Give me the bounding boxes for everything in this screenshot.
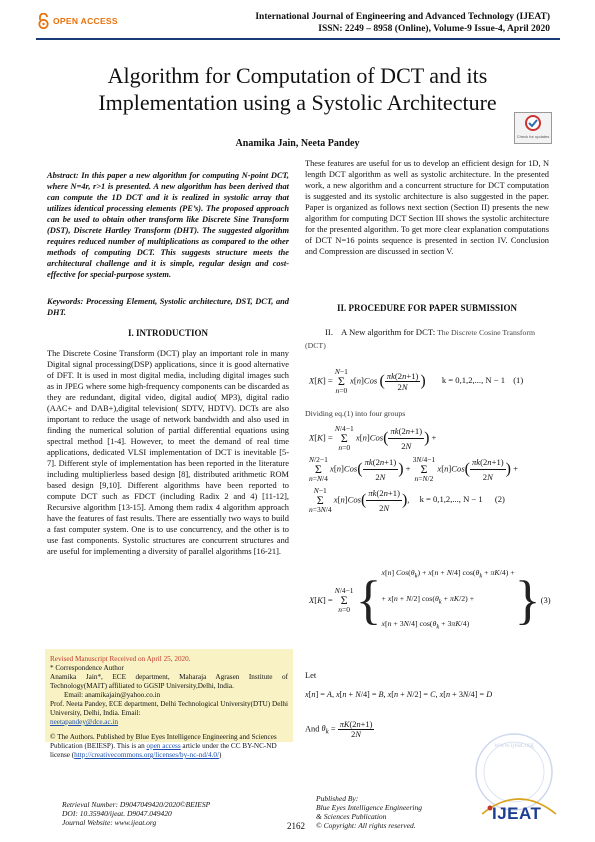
manuscript-info	[50, 655, 288, 760]
introduction-heading: I. INTRODUCTION	[127, 328, 208, 338]
ijeat-logo	[476, 784, 562, 832]
dividing-text: Dividing eq.(1) into four groups	[305, 409, 406, 418]
journal-name: International Journal of Engineering and Advanced Technology (IJEAT)	[255, 12, 550, 22]
watermark-text: www.ijeat.org	[494, 741, 534, 749]
license-link[interactable]: http://creativecommons.org/licenses/by-nc-nd/4.0/	[74, 751, 219, 759]
keywords	[47, 296, 289, 318]
equation-1-range: k = 0,1,2,..., N − 1	[441, 375, 506, 386]
journal-website[interactable]: Journal Website: www.ijeat.org	[62, 818, 157, 827]
author1-affiliation: Anamika Jain*, ECE department, Maharaja Agrasen Institute of Technology(MAIT) affiliated to GGSIP University,Delhi, India.	[50, 673, 288, 690]
equation-1-number: (1)	[513, 375, 524, 386]
sum-symbol: N−1 Σ n=0	[334, 367, 348, 395]
abstract-label: Abstract:	[47, 171, 79, 180]
equation-3-number: (3)	[540, 595, 551, 606]
journal-header	[255, 11, 550, 35]
title-line-2: Implementation using a Systolic Architecture	[98, 90, 497, 115]
license-part-c: )	[218, 751, 222, 759]
copyright: © Copyright: All rights reserved.	[316, 821, 416, 830]
sum-symbol: N−1 Σ n=3N/4	[309, 486, 332, 514]
open-access-text: OPEN ACCESS	[53, 16, 118, 26]
subsection-title: A New algorithm for DCT:	[341, 327, 436, 337]
keywords-label: Keywords:	[47, 297, 84, 306]
title-line-1: Algorithm for Computation of DCT and its	[107, 63, 488, 88]
and-text: And	[305, 724, 320, 734]
footer-retrieval-info	[62, 800, 210, 827]
open-access-link[interactable]: open access	[146, 742, 181, 750]
open-lock-icon	[37, 13, 50, 29]
header-rule	[36, 38, 560, 40]
ijeat-logo-text: IJEAT	[492, 804, 542, 823]
section-heading-procedure: II. PROCEDURE FOR PAPER SUBMISSION	[336, 303, 518, 313]
abstract	[47, 170, 289, 280]
equation-1: X[K] = N−1 Σ n=0 x[n]Cos ( $\frac{\pi k(2n+1)}{2N}$ ) k = 0,1,2,..., N − 1 (1)	[309, 367, 524, 395]
author1-email: Email: anamikajain@yahoo.co.in	[64, 691, 161, 699]
footer-publisher-info	[316, 794, 422, 830]
retrieval-number: Retrieval Number: D9047049420/2020©BEIESP	[62, 800, 211, 809]
revised-date: Revised Manuscript Received on April 25, 2020.	[50, 655, 191, 663]
sum-symbol: 3N/4−1 Σ n=N/2	[412, 455, 436, 483]
publisher-line-2: & Sciences Publication	[316, 812, 387, 821]
equation-2-number: (2)	[494, 494, 505, 505]
doi: DOI: 10.35940/ijeat. D9047.049420	[62, 809, 172, 818]
abstract-text: In this paper a new algorithm for computing N-point DCT, where N=4r, r>1 is presented. A new algorithm has been derived that can compute the 1D DCT and it is realized in systolic array that utilizes identical processing elements (PE’s). The proposed approach can be used to obtain other transform like Discrete Sine Transform (DST), Discrete Hartley Transform (DHT). The suggested algorithm requires reduced number of multiplications as compared to the other methods of computing DCT. This suggests structure meets the architectural challenge and it is simple, regular design and cost-effective for special-purpose system.	[47, 171, 289, 279]
author2-email[interactable]: neetapandey@dce.ac.in	[50, 718, 119, 726]
paper-title	[40, 62, 555, 116]
equation-2-range: k = 0,1,2,..., N − 1	[419, 494, 483, 505]
journal-issn: ISSN: 2249 – 8958 (Online), Volume-9 Issue-4, April 2020	[318, 24, 550, 34]
subsection-rest: The Discrete Cosine Transform (DCT)	[305, 328, 536, 350]
authors: Anamika Jain, Neeta Pandey	[235, 138, 360, 149]
equation-3: X[K] = N/4−1 Σ n=0 { x[n] $Cos(\theta_k) + x[n + N/4] \cos(\theta_k + \pi K/4)$ + + x[n + N/2] $\cos(\theta_k + \pi K/2)$ + x[n + 3N/4] $\cos(\theta_k + 3\pi K/4)$ } (3)	[309, 568, 551, 631]
publisher-line-1: Blue Eyes Intelligence Engineering	[316, 803, 422, 812]
license-part-b: article under the CC BY-NC-ND license (	[50, 742, 277, 759]
equation-2: X[K] = N/4−1 Σ n=0 x[n]Cos( $\frac{\pi k(2n+1)}{2N}$ ) + N/2−1 Σ n=N/4 x[n]Cos( $\frac{\pi k(2n+1)}{2N}$ ) + 3N/4−1 Σ n=N/2 x[n]Cos( $\frac{\pi k(2n+1)}{2N}$ ) + N−1 Σ n=3N/4 x[n]Cos( $\frac{\pi k(2n+1)}{2N}$ ), k = 0,1,2,..., N − 1 (2)	[309, 424, 518, 514]
substitution-equation: x[n] = A, x[n + N/4] = B, x[n + N/2] = C, x[n + 3N/4] = D	[305, 690, 493, 699]
crossmark-label: Check for updates	[516, 134, 550, 139]
introduction-text: The Discrete Cosine Transform (DCT) play an important role in many Digital signal processing(DSP) applications, since it is good alternative of DFT. It is used in most digital media, including digital images such as in JPEG where some high-frequency components can be discarded as they are redundant, digital video, digital audio( MP3), digital radio (AAC+ and DAB+),digital television( SDTV, HDTV). DCTs are also important to reduce the usage of network bandwidth and also used in finding the numerical solution of partial differential equations using spectral method [1-4]. However, to meet the demand of real time applications, dedicated VLSI implementation of DCT is inevitable [5-7]. Different style of implementation has been reported in the literature including multiplierless based design [8], distributed arithmetic ROM based design [9,10]. Different algorithms have been reported to compute DCT such as FDCT (including Radix 2 and 4) [11-12], Recursive algorithm [13-15]. Among them radix 4 algorithm approach have the features of fast results. There are essentially two ways to build a fast computer system. One is to use concurrency, and the other is to use fast components. Systolic structures are concurrent structures and are useful for implementing a diversity of parallel algorithms [16-21].	[47, 349, 289, 556]
license-part-a: © The Authors. Published by Blue Eyes Intelligence Engineering and Sciences Publication (BEIESP). This is an	[50, 733, 277, 750]
license-text	[50, 733, 288, 760]
open-access-logo	[37, 10, 125, 32]
let-text: Let	[305, 671, 317, 680]
correspondence: * Correspondence Author	[50, 664, 124, 672]
sum-symbol: N/4−1 Σ n=0	[334, 585, 354, 614]
page-number: 2162	[287, 821, 305, 831]
theta-equation: And $\theta_k$ = $\frac{\pi K(2n+1)}{2N}$	[305, 720, 373, 739]
published-by: Published By:	[316, 794, 359, 803]
subsection-number: II.	[325, 327, 333, 337]
sum-symbol: N/4−1 Σ n=0	[334, 424, 354, 452]
intro-continued: These features are useful for us to develop an efficient design for 1D, N length DCT algorithm as well as systolic architecture. In the presented work, a new algorithm and a concurrent structure for DCT computation is suggested and its systolic architecture is also suggested in the paper. Paper is organized as follows next section (Section II) presents the new algorithm for computing DCT Section III shows the systolic architecture for the presented algorithm. To get more clear explanation computations of DCT N=16 points sequence is presented in section IV. Conclusion and Compression are discussed in section V.	[305, 159, 549, 256]
sum-symbol: N/2−1 Σ n=N/4	[309, 455, 328, 483]
keywords-text: Processing Element, Systolic architecture, DST, DCT, and DHT.	[47, 297, 289, 317]
author2-affiliation: Prof. Neeta Pandey, ECE department, Delhi Technological University(DTU) Delhi University, Delhi, India. Email:	[50, 700, 288, 717]
subsection-heading	[305, 326, 549, 352]
